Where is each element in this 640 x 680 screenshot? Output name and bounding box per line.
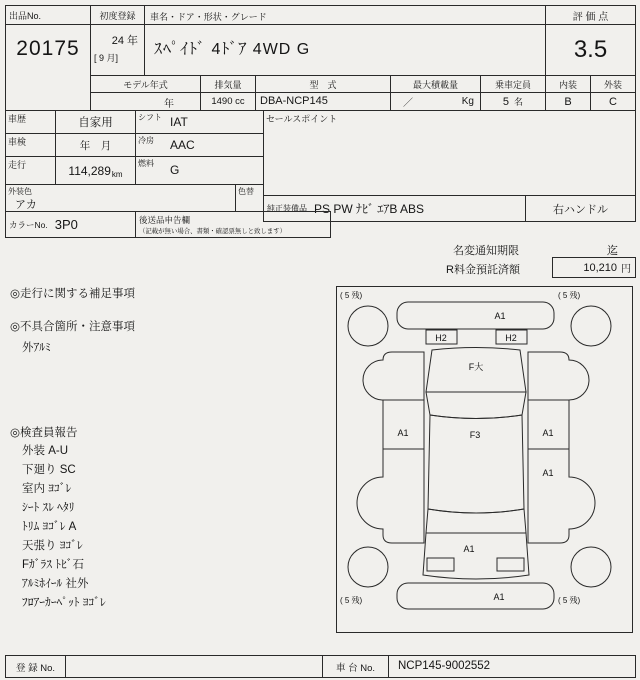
inspector-item: 天張り ﾖｺﾞﾚ: [22, 540, 83, 552]
inspector-item: ｱﾙﾐﾎｲｰﾙ 社外: [22, 578, 89, 590]
history-label: 車歴: [8, 114, 27, 124]
tire-front-right: [571, 306, 611, 346]
max-load-label: 最大積載量: [412, 79, 458, 90]
ext-color-cell: [5, 184, 236, 212]
capacity-value: 5: [502, 95, 510, 108]
shift-value: IAT: [170, 115, 188, 129]
ext-color-value: アカ: [15, 199, 37, 211]
tail-lamp-left: [427, 558, 454, 571]
name-change-label: 名変通知期限: [453, 245, 519, 257]
windshield-shape: [426, 392, 526, 419]
first-reg-month: [ 9 月]: [94, 53, 119, 63]
max-load-label-cell: [390, 75, 481, 93]
displacement-value-cell: [200, 92, 256, 111]
first-reg-year: 24 年: [111, 35, 138, 47]
inspector-item: 下廻り SC: [22, 464, 76, 476]
handle-value: 右ハンドル: [553, 203, 608, 216]
displacement-value: 1490 cc: [211, 96, 245, 107]
ac-value: AAC: [170, 138, 195, 152]
fuel-value: G: [170, 163, 180, 177]
left-door-mark: A1: [397, 428, 409, 438]
reg-no-value-cell: [65, 655, 323, 678]
car-damage-diagram: [336, 286, 633, 633]
later-goods-label: 後送品申告欄: [139, 215, 191, 225]
diagram-border: [337, 287, 633, 633]
defect-item: 外ｱﾙﾐ: [22, 342, 51, 354]
equipment-label: 純正装備品: [267, 204, 307, 213]
model-code-value-cell: [255, 92, 391, 111]
tire-rear-right: [571, 547, 611, 587]
model-year-label: モデル年式: [123, 79, 168, 90]
chassis-no-label: 車 台 No.: [335, 662, 376, 674]
color-no-cell: [5, 211, 136, 238]
inspector-item: 外装 A-U: [22, 445, 68, 457]
left-side-panel-shape: [357, 352, 424, 543]
h2-left-mark: H2: [435, 333, 447, 343]
reg-no-label: 登 録 No.: [15, 662, 56, 674]
interior-label: 内装: [558, 79, 577, 90]
capacity-label: 乗車定員: [494, 79, 531, 90]
score-value-cell: [545, 24, 636, 76]
score-value: 3.5: [573, 36, 608, 63]
first-reg-label: 初度登録: [99, 10, 136, 21]
exterior-grade-cell: [590, 92, 636, 111]
ext-color-label: 外装色: [8, 187, 32, 196]
inspector-item: 室内 ﾖｺﾞﾚ: [22, 483, 72, 495]
mileage-value-cell: [55, 156, 136, 185]
inspection-label-cell: [5, 133, 56, 157]
recycle-label: R料金預託済額: [446, 264, 520, 276]
hood-mark: F大: [468, 362, 484, 372]
tire-rear-left: [348, 547, 388, 587]
model-year-value-cell: [90, 92, 201, 111]
mileage-value: 114,289: [68, 163, 111, 178]
history-label-cell: [5, 110, 56, 134]
score-label-cell: [545, 5, 636, 25]
tire-mark-rear-right: ( 5 残): [558, 596, 581, 605]
exterior-grade: C: [609, 95, 617, 108]
model-code-label-cell: [255, 75, 391, 93]
max-load-unit: Kg: [461, 96, 474, 107]
interior-grade-cell: [545, 92, 591, 111]
rear-window-shape: [426, 509, 526, 533]
max-load-slash: ／: [403, 98, 413, 109]
recycle-value: 10,210: [583, 261, 617, 274]
history-value: 自家用: [78, 117, 113, 129]
model-code-value: DBA-NCP145: [260, 95, 328, 107]
color-change-label: 色替: [238, 187, 254, 196]
ac-cell: [135, 133, 264, 157]
inspection-label: 車検: [8, 137, 27, 147]
inspector-item: ﾌﾛｱｰｶｰﾍﾟｯﾄ ﾖｺﾞﾚ: [22, 597, 106, 609]
model-year-value: 年: [164, 99, 174, 110]
recycle-unit: 円: [621, 264, 631, 275]
displacement-label: 排気量: [214, 79, 242, 90]
inspection-value: 年 月: [79, 139, 112, 152]
interior-grade: B: [564, 95, 572, 108]
right-door-upper-mark: A1: [542, 428, 554, 438]
chassis-no-value-cell: [388, 655, 636, 678]
ac-label: 冷房: [138, 136, 154, 145]
chassis-no-label-cell: [322, 655, 389, 678]
handle-cell: [525, 195, 636, 222]
rear-bumper-mark: A1: [493, 592, 505, 602]
front-bumper-mark: A1: [494, 311, 506, 321]
color-change-cell: [235, 184, 264, 212]
supplement-title: ◎走行に関する補足事項: [10, 288, 136, 300]
car-name-value-cell: [144, 24, 546, 76]
color-no-label: カラーNo.: [9, 219, 48, 230]
capacity-label-cell: [480, 75, 546, 93]
mileage-label: 走行: [8, 160, 27, 170]
shift-label: シフト: [138, 113, 162, 122]
trunk-shape: [423, 533, 529, 579]
sales-point-cell: [263, 110, 636, 196]
rear-bumper-shape: [397, 583, 554, 609]
model-code-label: 型 式: [309, 79, 337, 90]
first-reg-label-cell: [90, 5, 145, 25]
score-label: 評 価 点: [572, 11, 609, 23]
capacity-unit: 名: [514, 97, 524, 107]
reg-no-label-cell: [5, 655, 66, 678]
color-no-value: 3P0: [54, 217, 78, 232]
capacity-value-cell: [480, 92, 546, 111]
right-side-panel-shape: [528, 352, 595, 543]
lot-no-label-cell: [5, 5, 91, 25]
roof-mark: F3: [469, 430, 481, 440]
recycle-value-box: [552, 257, 636, 278]
max-load-value-cell: [390, 92, 481, 111]
name-change-until: 迄: [607, 245, 618, 257]
interior-label-cell: [545, 75, 591, 93]
mileage-label-cell: [5, 156, 56, 185]
lot-no-value: 20175: [16, 37, 80, 60]
trunk-mark: A1: [463, 544, 475, 554]
fuel-label: 燃料: [138, 159, 154, 168]
lot-no-value-cell: [5, 24, 91, 111]
model-year-label-cell: [90, 75, 201, 93]
inspector-item: ｼｰﾄ ｽﾚ ﾍﾀﾘ: [22, 502, 75, 514]
name-change-line: [453, 242, 519, 258]
tire-front-left: [348, 306, 388, 346]
h2-right-mark: H2: [505, 333, 517, 343]
car-name-label: 車名・ドア・形状・グレード: [150, 12, 267, 22]
lot-no-label: 出品No.: [9, 11, 42, 21]
exterior-label-cell: [590, 75, 636, 93]
exterior-label: 外装: [603, 79, 622, 90]
tail-lamp-right: [497, 558, 524, 571]
first-reg-value-cell: [90, 24, 145, 76]
tire-mark-front-right: ( 5 残): [558, 291, 581, 300]
inspector-title: ◎検査員報告: [10, 427, 78, 439]
right-door-lower-mark: A1: [542, 468, 554, 478]
equipment-value: PS PW ﾅﾋﾞ ｴｱB ABS: [314, 202, 425, 216]
inspection-value-cell: [55, 133, 136, 157]
tire-mark-rear-left: ( 5 残): [340, 596, 363, 605]
sales-point-label: セールスポイント: [266, 114, 338, 124]
history-value-cell: [55, 110, 136, 134]
shift-cell: [135, 110, 264, 134]
mileage-unit: km: [111, 170, 123, 179]
defects-title: ◎不具合箇所・注意事項: [10, 321, 136, 333]
later-goods-cell: [135, 211, 331, 238]
inspector-item: Fｶﾞﾗｽ ﾄﾋﾞ石: [22, 559, 84, 571]
tire-mark-front-left: ( 5 残): [340, 291, 363, 300]
fuel-cell: [135, 156, 264, 185]
chassis-no-value: NCP145-9002552: [398, 660, 491, 672]
inspector-item: ﾄﾘﾑ ﾖｺﾞﾚ A: [22, 521, 77, 533]
displacement-label-cell: [200, 75, 256, 93]
car-name-label-cell: [144, 5, 546, 25]
car-name-value: ｽﾍﾟｲﾄﾞ 4ﾄﾞｱ 4WD G: [154, 41, 311, 58]
front-bumper-shape: [397, 302, 554, 329]
later-goods-note: （記載が無い場合、書類・確認票無しと致します）: [139, 228, 286, 235]
